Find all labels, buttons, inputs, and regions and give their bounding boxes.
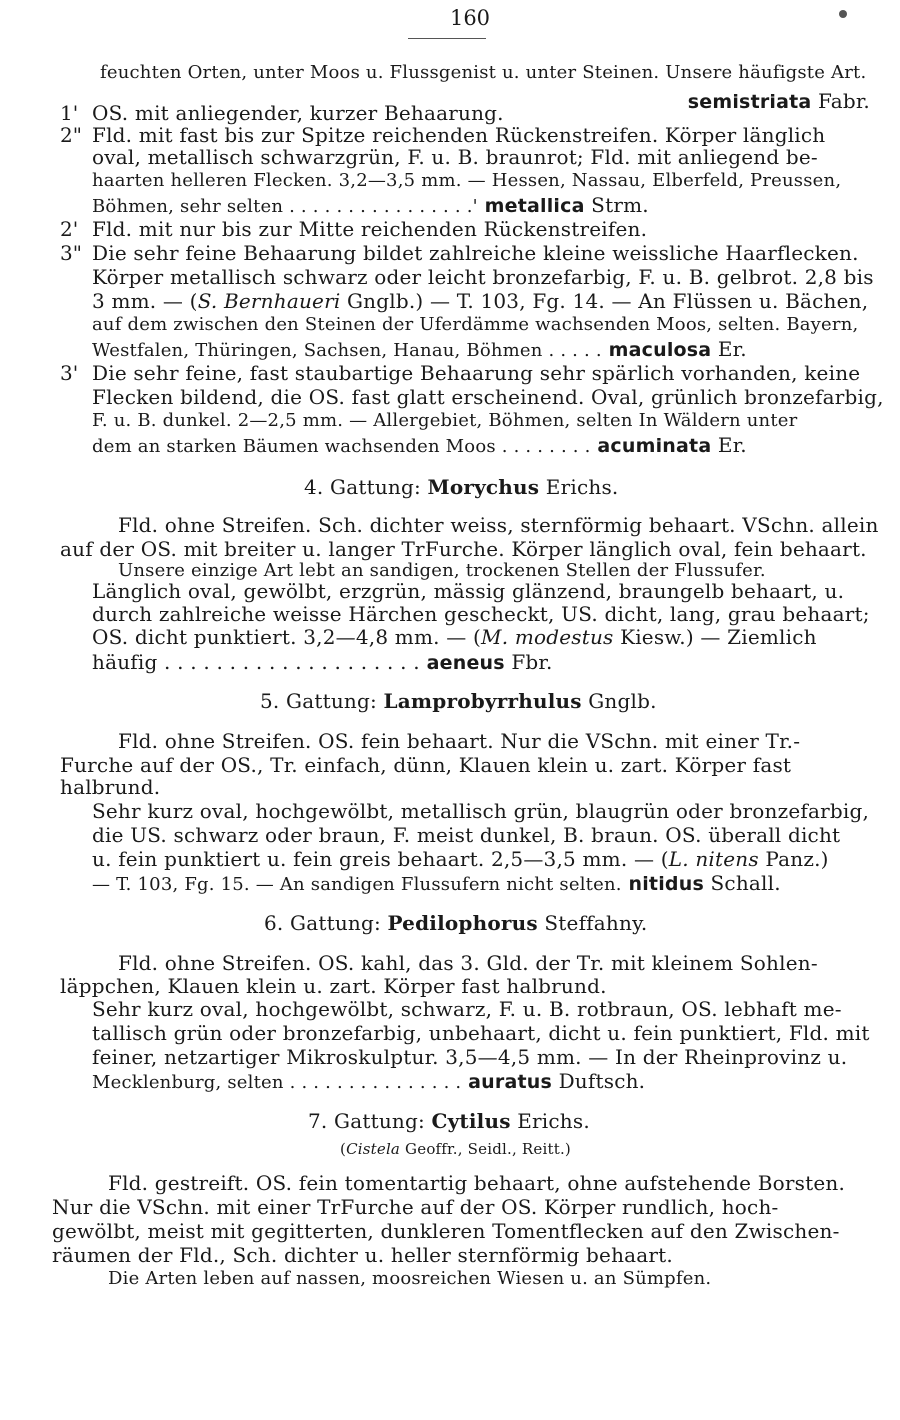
entry-text: dem an starken Bäumen wachsenden Moos . . . . . . . . xyxy=(92,436,591,457)
species-line xyxy=(92,194,649,218)
key-number: 2" xyxy=(60,123,82,147)
synonym-name: M. modestus xyxy=(481,625,614,649)
entry-text: Westfalen, Thüringen, Sachsen, Hanau, Böhmen . . . . . xyxy=(92,340,602,361)
entry-text: Mecklenburg, selten . . . . . . . . . . . . . . . xyxy=(92,1072,462,1093)
text-line: Sehr kurz oval, hochgewölbt, metallisch grün, blaugrün oder bronzefarbig, xyxy=(92,799,870,823)
text-line: F. u. B. dunkel. 2—2,5 mm. — Allergebiet, Böhmen, selten In Wäldern unter xyxy=(92,410,798,431)
text-line: Furche auf der OS., Tr. einfach, dünn, Klauen klein u. zart. Körper fast xyxy=(60,753,792,777)
key-number: 1' xyxy=(60,101,79,125)
genus-heading xyxy=(260,690,657,712)
text-span: Gnglb.) — T. 103, Fg. 14. — An Flüssen u. Bächen, xyxy=(340,289,869,313)
species-name: acuminata xyxy=(590,435,712,457)
text-line: Nur die VSchn. mit einer TrFurche auf der OS. Körper rundlich, hoch- xyxy=(52,1195,779,1219)
species-line xyxy=(688,90,870,113)
species-name: auratus xyxy=(461,1071,553,1093)
species-author: Fabr. xyxy=(811,89,870,113)
text-line: Fld. ohne Streifen. Sch. dichter weiss, sternförmig behaart. VSchn. allein xyxy=(118,513,879,537)
text-span: Geoffr., Seidl., Reitt.) xyxy=(400,1140,571,1158)
text-line: räumen der Fld., Sch. dichter u. heller sternförmig behaart. xyxy=(52,1243,673,1267)
species-author: Strm. xyxy=(584,193,649,217)
species-name: semistriata xyxy=(687,91,812,113)
text-line: Sehr kurz oval, hochgewölbt, schwarz, F. u. B. rotbraun, OS. lebhaft me- xyxy=(92,997,842,1021)
synonym-name: L. nitens xyxy=(668,847,759,871)
key-number: 2' xyxy=(60,217,79,241)
genus-name: Lamprobyrrhulus xyxy=(383,689,582,713)
entry-text: häufig . . . . . . . . . . . . . . . . . . . . xyxy=(92,650,420,674)
genus-author: Erichs. xyxy=(510,1109,590,1133)
text-line: die US. schwarz oder braun, F. meist dunkel, B. braun. OS. überall dicht xyxy=(92,823,841,847)
ink-spot xyxy=(839,10,847,18)
text-line: Körper metallisch schwarz oder leicht bronzefarbig, F. u. B. gelbrot. 2,8 bis xyxy=(92,265,874,289)
text-line: Fld. ohne Streifen. OS. kahl, das 3. Gld. der Tr. mit kleinem Sohlen- xyxy=(118,951,818,975)
text-line: Fld. mit nur bis zur Mitte reichenden Rückenstreifen. xyxy=(92,217,648,241)
text-line: Flecken bildend, die OS. fast glatt erscheinend. Oval, grünlich bronzefarbig, xyxy=(92,385,884,409)
species-author: Schall. xyxy=(703,871,781,895)
text-span: ( xyxy=(340,1140,347,1158)
species-author: Er. xyxy=(711,337,747,361)
text-span: Panz.) xyxy=(758,847,829,871)
genus-synonyms xyxy=(340,1138,571,1160)
genus-heading xyxy=(264,912,647,934)
species-author: Duftsch. xyxy=(552,1069,646,1093)
text-line: tallisch grün oder bronzefarbig, unbehaart, dicht u. fein punktiert, Fld. mit xyxy=(92,1021,870,1045)
species-line xyxy=(92,651,553,674)
text-line: Fld. mit fast bis zur Spitze reichenden Rückenstreifen. Körper länglich xyxy=(92,123,826,147)
text-span: OS. dicht punktiert. 3,2—4,8 mm. — ( xyxy=(92,625,482,649)
genus-author: Steffahny. xyxy=(537,911,648,935)
text-line xyxy=(92,848,829,870)
species-line xyxy=(92,872,781,896)
text-line: Die sehr feine, fast staubartige Behaarung sehr spärlich vorhanden, keine xyxy=(92,361,861,385)
heading-prefix: 4. Gattung: xyxy=(304,475,428,499)
species-author: Er. xyxy=(711,433,747,457)
species-name: maculosa xyxy=(601,339,712,361)
text-line: haarten helleren Flecken. 3,2—3,5 mm. — Hessen, Nassau, Elberfeld, Preussen, xyxy=(92,170,842,191)
text-line: auf dem zwischen den Steinen der Uferdämme wachsenden Moos, selten. Bayern, xyxy=(92,314,859,335)
species-name: nitidus xyxy=(621,873,704,895)
species-name: aeneus xyxy=(419,652,505,674)
text-line: Fld. gestreift. OS. fein tomentartig behaart, ohne aufstehende Borsten. xyxy=(108,1171,846,1195)
text-line: OS. mit anliegender, kurzer Behaarung. xyxy=(92,101,504,125)
genus-name: Cytilus xyxy=(431,1109,511,1133)
text-line: durch zahlreiche weisse Härchen gescheckt, US. dicht, lang, grau behaart; xyxy=(92,602,870,626)
text-span: Kiesw.) — Ziemlich xyxy=(613,625,817,649)
synonym-name: Cistela xyxy=(346,1140,401,1158)
heading-prefix: 7. Gattung: xyxy=(308,1109,432,1133)
text-line xyxy=(92,290,868,312)
text-line: Länglich oval, gewölbt, erzgrün, mässig glänzend, braungelb behaart, u. xyxy=(92,579,845,603)
species-line xyxy=(92,1070,645,1094)
text-span: 3 mm. — ( xyxy=(92,289,198,313)
key-number: 3" xyxy=(60,241,82,265)
genus-author: Gnglb. xyxy=(581,689,657,713)
text-line: feiner, netzartiger Mikroskulptur. 3,5—4,5 mm. — In der Rheinprovinz u. xyxy=(92,1045,848,1069)
text-line: auf der OS. mit breiter u. langer TrFurche. Körper länglich oval, fein behaart. xyxy=(60,537,867,561)
text-line: gewölbt, meist mit gegitterten, dunkleren Tomentflecken auf den Zwischen- xyxy=(52,1219,840,1243)
genus-heading xyxy=(308,1110,590,1132)
key-number: 3' xyxy=(60,361,79,385)
genus-name: Pedilophorus xyxy=(387,911,538,935)
genus-author: Erichs. xyxy=(539,475,619,499)
text-line: halbrund. xyxy=(60,775,161,799)
synonym-name: S. Bernhaueri xyxy=(197,289,341,313)
text-line: Fld. ohne Streifen. OS. fein behaart. Nur die VSchn. mit einer Tr.- xyxy=(118,729,801,753)
text-line: Unsere einzige Art lebt an sandigen, trockenen Stellen der Flussufer. xyxy=(118,560,766,581)
text-line: Die Arten leben auf nassen, moosreichen Wiesen u. an Sümpfen. xyxy=(108,1268,712,1289)
text-line: läppchen, Klauen klein u. zart. Körper fast halbrund. xyxy=(60,974,607,998)
entry-text: — T. 103, Fg. 15. — An sandigen Flussufern nicht selten. xyxy=(92,874,622,895)
text-line: Die sehr feine Behaarung bildet zahlreiche kleine weissliche Haarflecken. xyxy=(92,241,859,265)
text-line: oval, metallisch schwarzgrün, F. u. B. braunrot; Fld. mit anliegend be- xyxy=(92,145,818,169)
species-author: Fbr. xyxy=(504,650,553,674)
heading-prefix: 6. Gattung: xyxy=(264,911,388,935)
text-line: feuchten Orten, unter Moos u. Flussgenist u. unter Steinen. Unsere häufigste Art. xyxy=(100,62,867,83)
text-line xyxy=(92,626,817,648)
page-number: 160 xyxy=(449,6,491,30)
heading-prefix: 5. Gattung: xyxy=(260,689,384,713)
entry-text: Böhmen, sehr selten . . . . . . . . . . . . . . . .' xyxy=(92,196,478,217)
header-rule xyxy=(408,38,486,39)
text-span: u. fein punktiert u. fein greis behaart. 2,5—3,5 mm. — ( xyxy=(92,847,669,871)
genus-name: Morychus xyxy=(427,475,540,499)
species-line xyxy=(92,434,747,458)
genus-heading xyxy=(304,476,618,498)
species-line xyxy=(92,338,747,362)
species-name: metallica xyxy=(477,195,585,217)
